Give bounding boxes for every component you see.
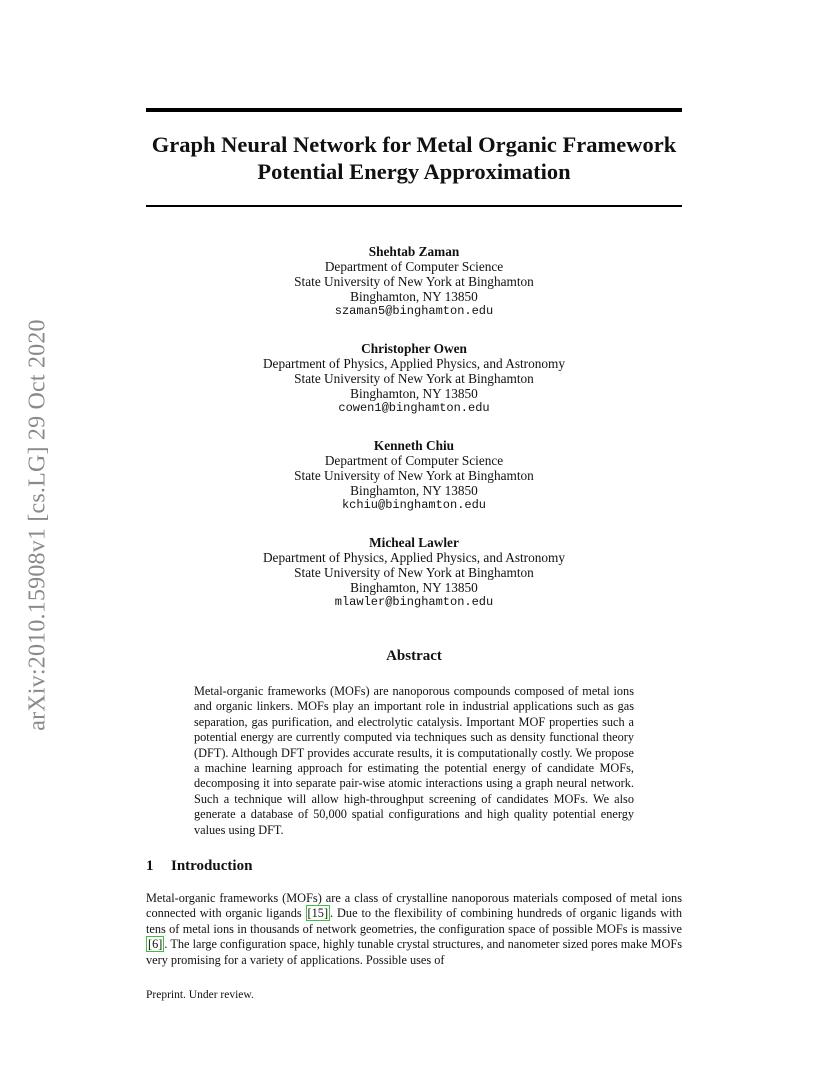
author-affiliation: Department of Physics, Applied Physics, and Astronomy bbox=[262, 356, 566, 371]
author-affiliation: Department of Computer Science bbox=[324, 453, 504, 468]
footer-note: Preprint. Under review. bbox=[146, 989, 254, 1001]
section-title: Introduction bbox=[171, 858, 253, 874]
citation-link[interactable]: [6] bbox=[148, 937, 163, 952]
author-affiliation: Department of Computer Science bbox=[324, 259, 504, 274]
author-name: Micheal Lawler bbox=[369, 535, 459, 550]
abstract-text: Metal-organic frameworks (MOFs) are nanoporous compounds composed of metal ions and organic linkers. MOFs play an important role in industrial applications such as gas separation, gas purification, and electrolytic catalysis. Important MOF properties such a potential energy are currently computed via techniques such as density functional theory (DFT). Although DFT provides accurate results, it is computationally costly. We propose a machine learning approach for estimating the potential energy of candidate MOFs, decomposing it into separate pair-wise atomic interactions using a graph neural network. Such a technique will allow high-throughput screening of candidates MOFs. We also generate a database of 50,000 spatial configurations and high quality potential energy values using DFT. bbox=[194, 684, 634, 837]
author-block bbox=[146, 244, 682, 632]
author-email: szaman5@binghamton.edu bbox=[334, 304, 494, 318]
author-location: Binghamton, NY 13850 bbox=[350, 289, 478, 304]
author-institution: State University of New York at Binghamton bbox=[294, 468, 534, 483]
author-email: kchiu@binghamton.edu bbox=[341, 498, 487, 512]
author-entry bbox=[146, 341, 682, 416]
author-entry bbox=[146, 244, 682, 319]
section-heading-introduction bbox=[146, 858, 252, 875]
author-entry bbox=[146, 438, 682, 513]
section-number: 1 bbox=[146, 858, 154, 874]
author-institution: State University of New York at Binghamton bbox=[294, 565, 534, 580]
author-name: Christopher Owen bbox=[361, 341, 467, 356]
abstract-heading: Abstract bbox=[386, 648, 442, 664]
introduction-paragraph bbox=[146, 891, 682, 968]
title-bottom-rule bbox=[146, 205, 682, 207]
intro-text-part: . The large configuration space, highly tunable crystal structures, and nanometer sized pores make MOFs very promising for a variety of applications. Possible uses of bbox=[146, 937, 682, 967]
intro-text-part: . Due to the flexibility of combining hundreds of organic ligands with tens of metal ions in thousands of network geometries, the configuration space of possible MOFs is massive bbox=[146, 906, 682, 936]
citation-link[interactable]: [15] bbox=[307, 906, 329, 921]
intro-text-part: Metal-organic frameworks (MOFs) are a class of crystalline nanoporous materials composed of metal ions connected with organic ligands bbox=[146, 891, 682, 921]
arxiv-sidebar-stamp bbox=[22, 290, 54, 760]
paper-title: Graph Neural Network for Metal Organic Framework Potential Energy Approximation bbox=[151, 132, 677, 184]
author-institution: State University of New York at Binghamton bbox=[294, 274, 534, 289]
author-email: mlawler@binghamton.edu bbox=[334, 595, 494, 609]
author-email: cowen1@binghamton.edu bbox=[338, 401, 490, 415]
author-affiliation: Department of Physics, Applied Physics, and Astronomy bbox=[262, 550, 566, 565]
author-entry bbox=[146, 535, 682, 610]
arxiv-identifier: arXiv:2010.15908v1 [cs.LG] 29 Oct 2020 bbox=[24, 319, 51, 731]
author-institution: State University of New York at Binghamton bbox=[294, 371, 534, 386]
author-location: Binghamton, NY 13850 bbox=[350, 580, 478, 595]
author-location: Binghamton, NY 13850 bbox=[350, 483, 478, 498]
author-name: Shehtab Zaman bbox=[368, 244, 460, 259]
author-name: Kenneth Chiu bbox=[373, 438, 455, 453]
author-location: Binghamton, NY 13850 bbox=[350, 386, 478, 401]
title-top-rule bbox=[146, 108, 682, 112]
